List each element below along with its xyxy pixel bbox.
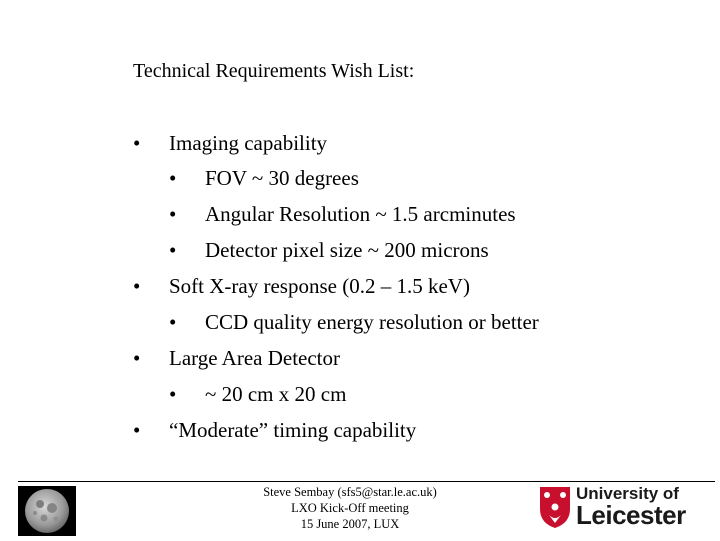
- sub-bullet-icon: •: [169, 382, 177, 406]
- bullet-icon: •: [133, 346, 141, 370]
- logo-line-1: University of: [576, 484, 679, 503]
- footer-credits: [230, 484, 470, 532]
- slide-title: Technical Requirements Wish List:: [133, 60, 415, 82]
- moon-image: [18, 486, 76, 536]
- list-item: Large Area Detector: [169, 346, 341, 370]
- sub-bullet-icon: •: [169, 202, 177, 226]
- bullet-icon: •: [133, 131, 141, 155]
- crest-icon: [538, 485, 572, 529]
- sub-bullet-icon: •: [169, 310, 177, 334]
- footer-meeting: LXO Kick-Off meeting: [291, 501, 409, 515]
- list-item: “Moderate” timing capability: [169, 418, 417, 442]
- list-item: Imaging capability: [169, 131, 328, 155]
- bullet-icon: •: [133, 418, 141, 442]
- sub-list-item: CCD quality energy resolution or better: [205, 310, 539, 334]
- footer-divider: [18, 481, 715, 482]
- sub-list-item: Detector pixel size ~ 200 microns: [205, 238, 489, 262]
- bullet-icon: •: [133, 274, 141, 298]
- sub-list-item: FOV ~ 30 degrees: [205, 166, 359, 190]
- list-item: Soft X-ray response (0.2 – 1.5 keV): [169, 274, 470, 298]
- sub-bullet-icon: •: [169, 238, 177, 262]
- university-logo: [538, 484, 708, 530]
- sub-list-item: Angular Resolution ~ 1.5 arcminutes: [205, 202, 516, 226]
- logo-line-2: Leicester: [576, 500, 686, 530]
- footer-date: 15 June 2007, LUX: [300, 517, 400, 531]
- footer-author: Steve Sembay (sfs5@star.le.ac.uk): [263, 485, 437, 499]
- sub-list-item: ~ 20 cm x 20 cm: [205, 382, 347, 406]
- sub-bullet-icon: •: [169, 166, 177, 190]
